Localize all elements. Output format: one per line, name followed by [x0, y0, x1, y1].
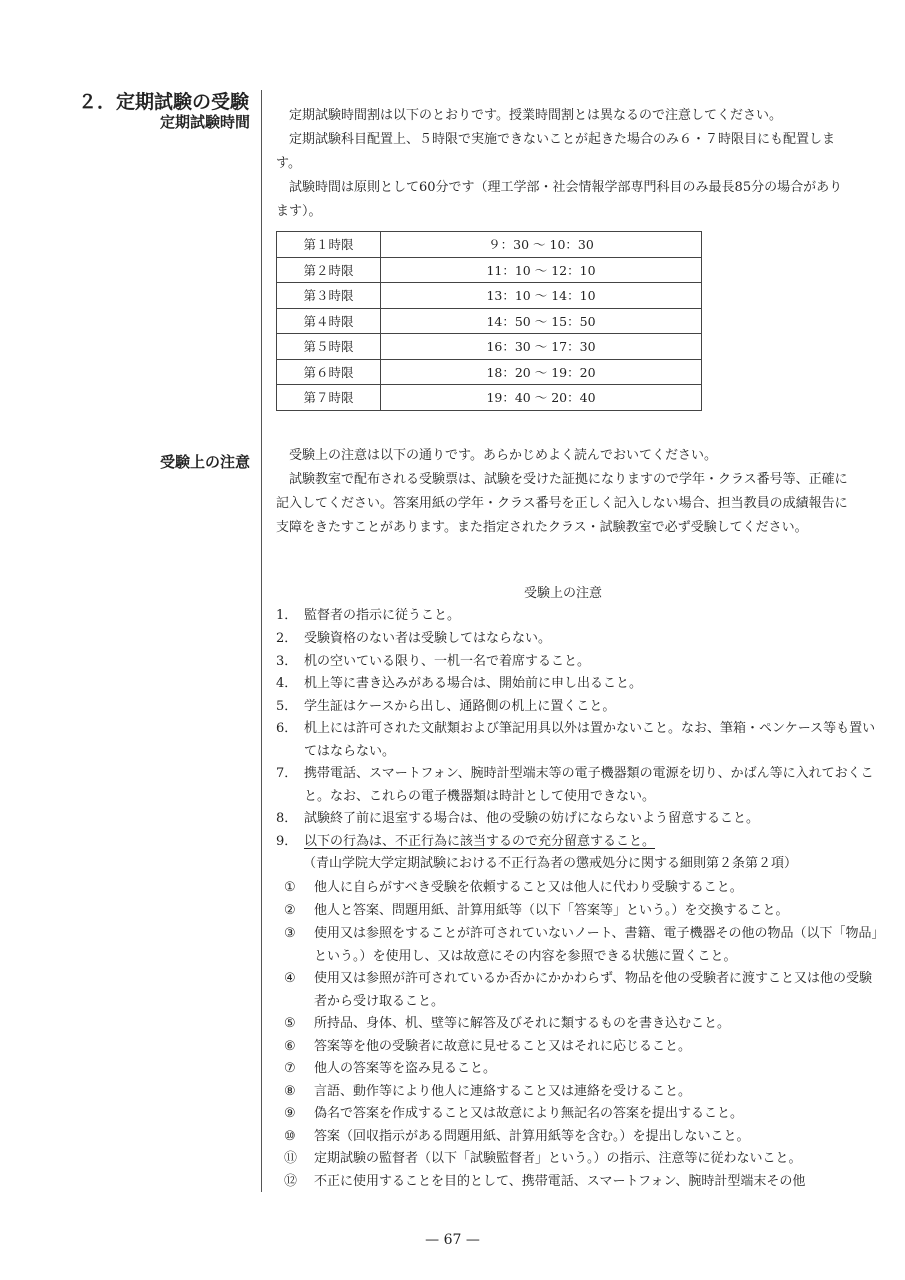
table-row [277, 308, 702, 334]
rule-number: 8． [276, 811, 298, 826]
rule-number: 7． [276, 766, 298, 781]
table-row [277, 257, 702, 283]
misconduct-item [284, 899, 884, 922]
item-marker: ⑥ [284, 1039, 296, 1054]
rule-item [276, 696, 884, 719]
rule-number: 1． [276, 608, 298, 623]
item-marker: ⑩ [284, 1129, 296, 1144]
item-text: 他人に自らがすべき受験を依頼すること又は他人に代わり受験すること。 [314, 880, 743, 895]
rule-number: 4． [276, 676, 298, 691]
misconduct-item [284, 1057, 884, 1080]
time-cell: 11：10 〜 12：10 [381, 257, 702, 283]
rule-text: 試験終了前に退室する場合は、他の受験の妨げにならないよう留意すること。 [304, 811, 760, 826]
item-text: 言語、動作等により他人に連絡すること又は連絡を受けること。 [314, 1084, 692, 1099]
exam-schedule-table [276, 231, 702, 411]
item-text: 使用又は参照をすることが許可されていないノート、書籍、電子機器その他の物品（以下「物品」という。）を使用し、又は故意にその内容を参照できる状態に置くこと。 [314, 926, 878, 964]
misconduct-item [284, 1102, 884, 1125]
table-row [277, 334, 702, 360]
rule-text: 受験資格のない者は受験してはならない。 [304, 631, 552, 646]
item-text: 定期試験の監督者（以下「試験監督者」という。）の指示、注意等に従わないこと。 [314, 1151, 802, 1166]
rule-item [276, 763, 884, 808]
period-cell: 第７時限 [277, 385, 381, 411]
rules-title: 受験上の注意 [523, 586, 602, 601]
misconduct-item [284, 1147, 884, 1170]
item-marker: ④ [284, 971, 296, 986]
item-text: 他人の答案等を盗み見ること。 [314, 1061, 497, 1076]
table-row [277, 283, 702, 309]
item-marker: ⑧ [284, 1084, 296, 1099]
table-row [277, 232, 702, 258]
item-marker: ⑨ [284, 1106, 296, 1121]
misconduct-item [284, 967, 884, 1013]
misconduct-item [284, 1035, 884, 1058]
subheading-exam-notes: 受験上の注意 [159, 453, 250, 471]
time-cell: 14：50 〜 15：50 [381, 308, 702, 334]
notes-paragraph: 試験教室で配布される受験票は、試験を受けた証拠になりますので学年・クラス番号等、正確に記入してください。答案用紙の学年・クラス番号を正しく記入しない場合、担当教員の成績報告に支障をきたすことがあります。また指定されたクラス・試験教室で必ず受験してください。 [276, 472, 848, 535]
period-cell: 第２時限 [277, 257, 381, 283]
item-marker: ① [284, 880, 296, 895]
rule-item [276, 718, 884, 763]
rule-item [276, 831, 884, 854]
period-cell: 第６時限 [277, 359, 381, 385]
rule-number: 3． [276, 654, 298, 669]
time-cell: 13：10 〜 14：10 [381, 283, 702, 309]
rule-text: 机上等に書き込みがある場合は、開始前に申し出ること。 [304, 676, 643, 691]
misconduct-item [284, 1170, 884, 1193]
item-text: 不正に使用することを目的として、携帯電話、スマートフォン、腕時計型端末その他 [314, 1174, 806, 1189]
misconduct-item [284, 1080, 884, 1103]
section-heading: ２．定期試験の受験 [78, 91, 250, 113]
time-cell: ９：30 〜 10：30 [381, 232, 702, 258]
rule-text: 机上には許可された文献類および筆記用具以外は置かないこと。なお、筆箱・ペンケース等も置いてはならない。 [304, 721, 876, 759]
period-cell: 第３時限 [277, 283, 381, 309]
item-text: 答案等を他の受験者に故意に見せること又はそれに応じること。 [314, 1039, 692, 1054]
schedule-paragraph: 定期試験科目配置上、５時限で実施できないことが起きた場合のみ６・７時限目にも配置します。 [276, 132, 836, 171]
rule-text: 携帯電話、スマートフォン、腕時計型端末等の電子機器類の電源を切り、かばん等に入れておくこと。なお、これらの電子機器類は時計として使用できない。 [304, 766, 874, 804]
rule-item [276, 673, 884, 696]
misconduct-item [284, 1012, 884, 1035]
item-marker: ⑪ [284, 1151, 298, 1166]
time-cell: 18：20 〜 19：20 [381, 359, 702, 385]
item-text: 使用又は参照が許可されているか否かにかかわらず、物品を他の受験者に渡すこと又は他の受験者から受け取ること。 [314, 971, 872, 1009]
schedule-paragraph: 試験時間は原則として60分です（理工学部・社会情報学部専門科目のみ最長85分の場合があります）。 [276, 180, 843, 219]
time-cell: 19：40 〜 20：40 [381, 385, 702, 411]
item-text: 所持品、身体、机、壁等に解答及びそれに類するものを書き込むこと。 [314, 1016, 731, 1031]
item-marker: ⑫ [284, 1174, 298, 1189]
subheading-exam-schedule: 定期試験時間 [159, 113, 250, 131]
rule-number: 2． [276, 631, 298, 646]
rule-text: 学生証はケースから出し、通路側の机上に置くこと。 [304, 699, 616, 714]
schedule-paragraph: 定期試験時間割は以下のとおりです。授業時間割とは異なるので注意してください。 [289, 108, 782, 123]
item-text: 偽名で答案を作成すること又は故意により無記名の答案を提出すること。 [314, 1106, 744, 1121]
table-row [277, 385, 702, 411]
rule9-reference: （青山学院大学定期試験における不正行為者の懲戒処分に関する細則第２条第２項） [303, 856, 798, 871]
item-marker: ⑦ [284, 1061, 296, 1076]
rule-number: 9． [276, 834, 298, 849]
item-marker: ⑤ [284, 1016, 296, 1031]
rule-item [276, 628, 884, 651]
item-text: 他人と答案、問題用紙、計算用紙等（以下「答案等」という。）を交換すること。 [314, 903, 789, 918]
rule-item [276, 605, 884, 628]
rule-item [276, 651, 884, 674]
period-cell: 第４時限 [277, 308, 381, 334]
notes-paragraph: 受験上の注意は以下の通りです。あらかじめよく読んでおいてください。 [289, 448, 717, 463]
rule-number: 5． [276, 699, 298, 714]
misconduct-item [284, 1125, 884, 1148]
rule-text: 以下の行為は、不正行為に該当するので充分留意すること。 [304, 834, 656, 849]
misconduct-item [284, 922, 884, 968]
period-cell: 第５時限 [277, 334, 381, 360]
vertical-divider [261, 90, 262, 1192]
rule-item [276, 808, 884, 831]
period-cell: 第１時限 [277, 232, 381, 258]
rule-text: 机の空いている限り、一机一名で着席すること。 [304, 654, 591, 669]
rule-text: 監督者の指示に従うこと。 [304, 608, 461, 623]
misconduct-item [284, 876, 884, 899]
table-row [277, 359, 702, 385]
page-number: — 67 — [425, 1232, 480, 1248]
item-marker: ③ [284, 926, 296, 941]
item-marker: ② [284, 903, 296, 918]
time-cell: 16：30 〜 17：30 [381, 334, 702, 360]
item-text: 答案（回収指示がある問題用紙、計算用紙等を含む。）を提出しないこと。 [314, 1129, 750, 1144]
rule-number: 6． [276, 721, 298, 736]
